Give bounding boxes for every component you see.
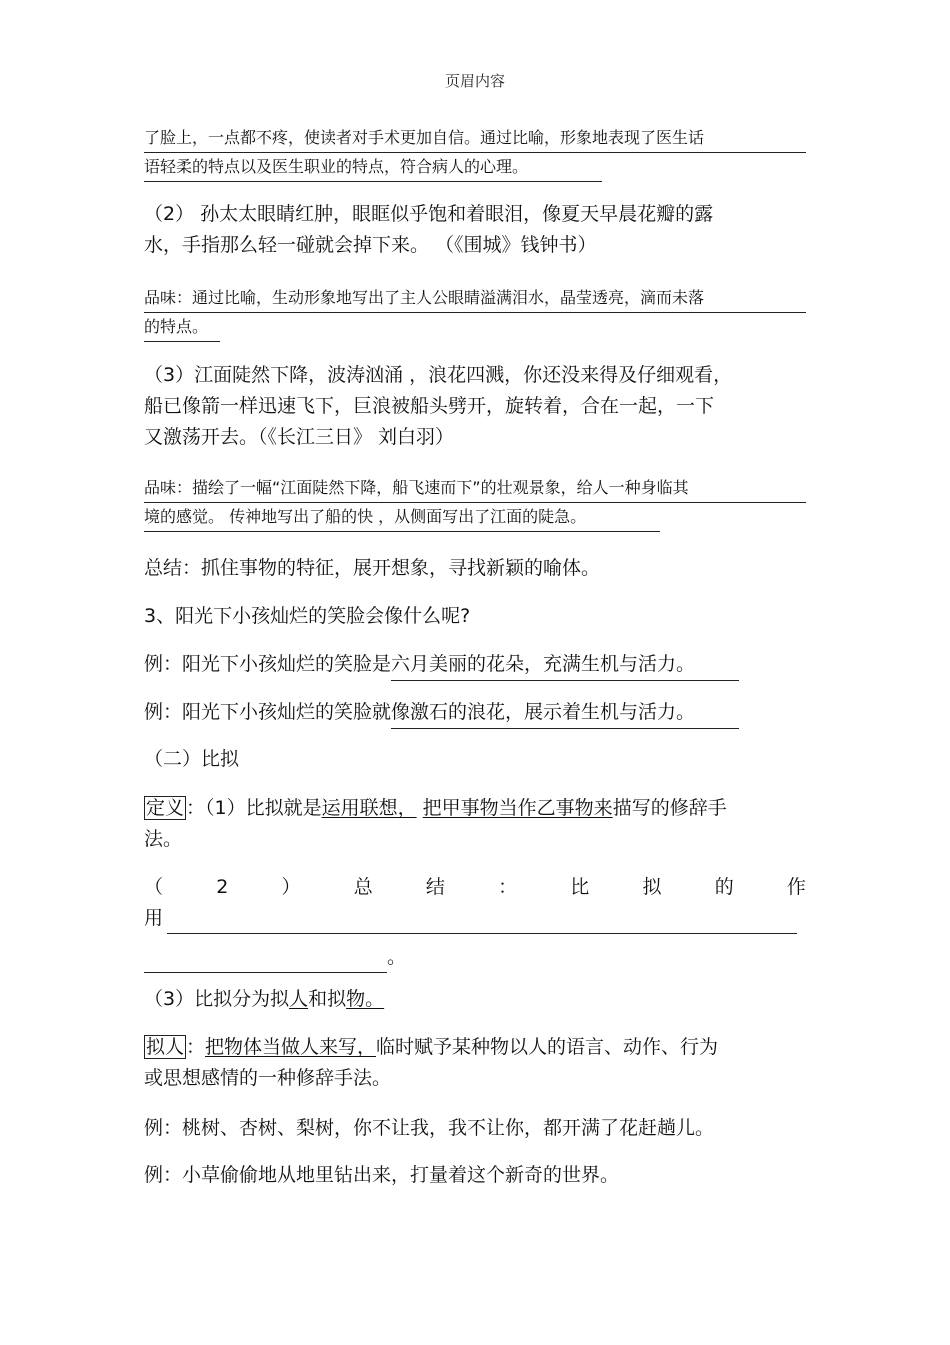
sentence-2-line-2: 水，手指那么轻一碰就会掉下来。 （《围城》钱钟书） xyxy=(144,234,597,256)
summary-2-char: ） xyxy=(281,876,301,898)
definition-text-a: ：（1）比拟就是 xyxy=(186,797,322,819)
types-underline-2: 物。 xyxy=(346,988,385,1010)
analysis-2-line-2: 的特点。 xyxy=(144,313,220,342)
example-2-prefix: 例：阳光下小孩灿烂的笑脸就 xyxy=(144,701,392,723)
personification-underline: 把物体当做人来写， xyxy=(205,1036,377,1058)
example-3: 例：桃树、杏树、梨树，你不让我，我不让你，都开满了花赶趟儿。 xyxy=(144,1117,715,1139)
summary-2-char: 作 xyxy=(786,876,806,898)
summary-2-char: 2 xyxy=(216,876,229,898)
example-2-answer: 像激石的浪花，展示着生机与活力。 xyxy=(391,697,739,729)
analysis-1-line-1: 了脸上，一点都不疼，使读者对手术更加自信。通过比喻，形象地表现了医生话 xyxy=(144,124,806,153)
sentence-3 xyxy=(144,360,806,453)
sentence-2 xyxy=(144,199,806,261)
answer-blank-2[interactable] xyxy=(144,952,387,973)
example-2 xyxy=(144,697,806,729)
analysis-paragraph-3 xyxy=(144,474,806,532)
definition-line-2: 法。 xyxy=(144,828,183,850)
example-1-prefix: 例：阳光下小孩灿烂的笑脸是 xyxy=(144,653,392,675)
page-header: 页眉内容 xyxy=(444,72,505,90)
answer-blank-1[interactable] xyxy=(167,913,797,934)
analysis-paragraph-1 xyxy=(144,124,806,182)
analysis-1-line-2: 语轻柔的特点以及医生职业的特点，符合病人的心理。 xyxy=(144,153,602,182)
personification-line-2: 或思想感情的一种修辞手法。 xyxy=(144,1067,392,1089)
definition-paragraph xyxy=(144,793,806,855)
summary-2-char: 比 xyxy=(570,876,590,898)
example-1-answer: 六月美丽的花朵，充满生机与活力。 xyxy=(391,649,739,681)
types-paragraph xyxy=(144,984,806,1015)
types-text-a: （3）比拟分为拟 xyxy=(144,988,290,1010)
question-3: 3、阳光下小孩灿烂的笑脸会像什么呢? xyxy=(144,605,471,627)
example-4: 例：小草偷偷地从地里钻出来，打量着这个新奇的世界。 xyxy=(144,1164,620,1186)
summary-2-line-2: 用 xyxy=(144,907,164,929)
summary-2-char: 总 xyxy=(353,876,373,898)
analysis-2-line-1: 品味：通过比喻，生动形象地写出了主人公眼睛溢满泪水，晶莹透亮，滴而未落 xyxy=(144,284,806,313)
types-underline-1: 人 xyxy=(289,988,309,1010)
definition-underline-2: 把甲事物当作乙事物来 xyxy=(422,797,613,819)
summary-2-char: 的 xyxy=(714,876,734,898)
sentence-3-line-2: 船已像箭一样迅速飞下，巨浪被船头劈开，旋转着，合在一起，一下 xyxy=(144,395,715,417)
sentence-2-line-1: （2） 孙太太眼睛红肿，眼眶似乎饱和着眼泪，像夏天早晨花瓣的露 xyxy=(144,203,714,225)
summary-2-spread-line xyxy=(144,872,806,903)
personification-rest: 临时赋予某种物以人的语言、动作、行为 xyxy=(376,1036,719,1058)
section-title-biní: （二）比拟 xyxy=(144,748,240,770)
summary-2-char: （ xyxy=(144,876,164,898)
personification-box-label: 拟人 xyxy=(146,1036,185,1058)
analysis-3-line-2: 境的感觉。 传神地写出了船的快 ，从侧面写出了江面的陡急。 xyxy=(144,503,660,532)
definition-box-label: 定义 xyxy=(146,797,185,819)
summary-2-char: ： xyxy=(498,876,518,898)
definition-text-b: 描写的修辞手 xyxy=(612,797,727,819)
types-text-b: 和拟 xyxy=(308,988,347,1010)
personification-colon: ： xyxy=(186,1036,206,1058)
summary-2-char: 结 xyxy=(425,876,445,898)
sentence-3-line-3: 又激荡开去。（《长江三日》 刘白羽） xyxy=(144,426,455,448)
summary-1: 总结：抓住事物的特征，展开想象，寻找新颖的喻体。 xyxy=(144,557,601,579)
analysis-3-line-1: 品味：描绘了一幅“江面陡然下降，船飞速而下”的壮观景象，给人一种身临其 xyxy=(144,474,806,503)
personification-paragraph xyxy=(144,1032,806,1094)
definition-underline-1: 运用联想， xyxy=(321,797,417,819)
analysis-paragraph-2 xyxy=(144,284,806,342)
summary-2 xyxy=(144,872,806,973)
summary-2-end: 。 xyxy=(387,946,407,968)
example-1 xyxy=(144,649,806,681)
summary-2-char: 拟 xyxy=(642,876,662,898)
sentence-3-line-1: （3）江面陡然下降，波涛汹涌 ，浪花四溅，你还没来得及仔细观看， xyxy=(144,364,733,386)
